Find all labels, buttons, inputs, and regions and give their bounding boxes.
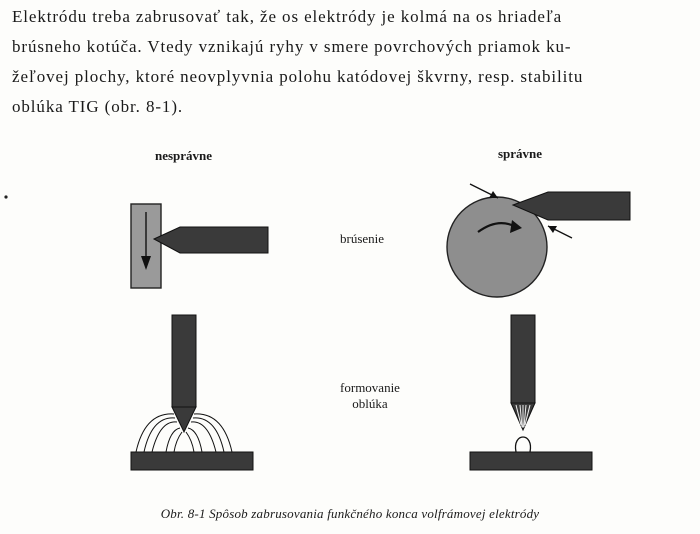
workpiece-right bbox=[470, 452, 592, 470]
correct-grinding-drawing bbox=[447, 184, 630, 297]
electrode-vertical-left bbox=[172, 315, 196, 407]
label-arc-forming-line1: formovanie bbox=[340, 380, 400, 395]
correct-arc-drawing bbox=[470, 315, 592, 470]
incorrect-arc-drawing bbox=[131, 315, 253, 470]
electrode-vertical-right bbox=[511, 315, 535, 403]
electrode-horizontal bbox=[154, 227, 268, 253]
narrow-arc bbox=[516, 437, 531, 452]
paragraph-line-1: Elektródu treba zabrusovať tak, že os elektródy je kolmá na os hriadeľa bbox=[12, 7, 563, 26]
paragraph-line-4: oblúka TIG (obr. 8-1). bbox=[12, 97, 184, 116]
scan-speck bbox=[4, 195, 7, 198]
label-grinding: brúsenie bbox=[340, 231, 385, 246]
label-arc-forming-line2: oblúka bbox=[352, 396, 388, 411]
electrode-tip-left bbox=[172, 407, 196, 432]
label-correct: správne bbox=[498, 146, 543, 161]
incorrect-grinding-drawing bbox=[131, 204, 268, 288]
figure-caption: Obr. 8-1 Spôsob zabrusovania funkčného konca volfrámovej elektródy bbox=[160, 506, 540, 521]
paragraph-line-3: žeľovej plochy, ktoré neovplyvnia polohu katódovej škvrny, resp. stabilitu bbox=[12, 67, 584, 86]
paragraph-line-2: brúsneho kotúča. Vtedy vznikajú ryhy v smere povrchových priamok ku- bbox=[12, 37, 572, 56]
workpiece-left bbox=[131, 452, 253, 470]
label-incorrect: nesprávne bbox=[155, 148, 213, 163]
